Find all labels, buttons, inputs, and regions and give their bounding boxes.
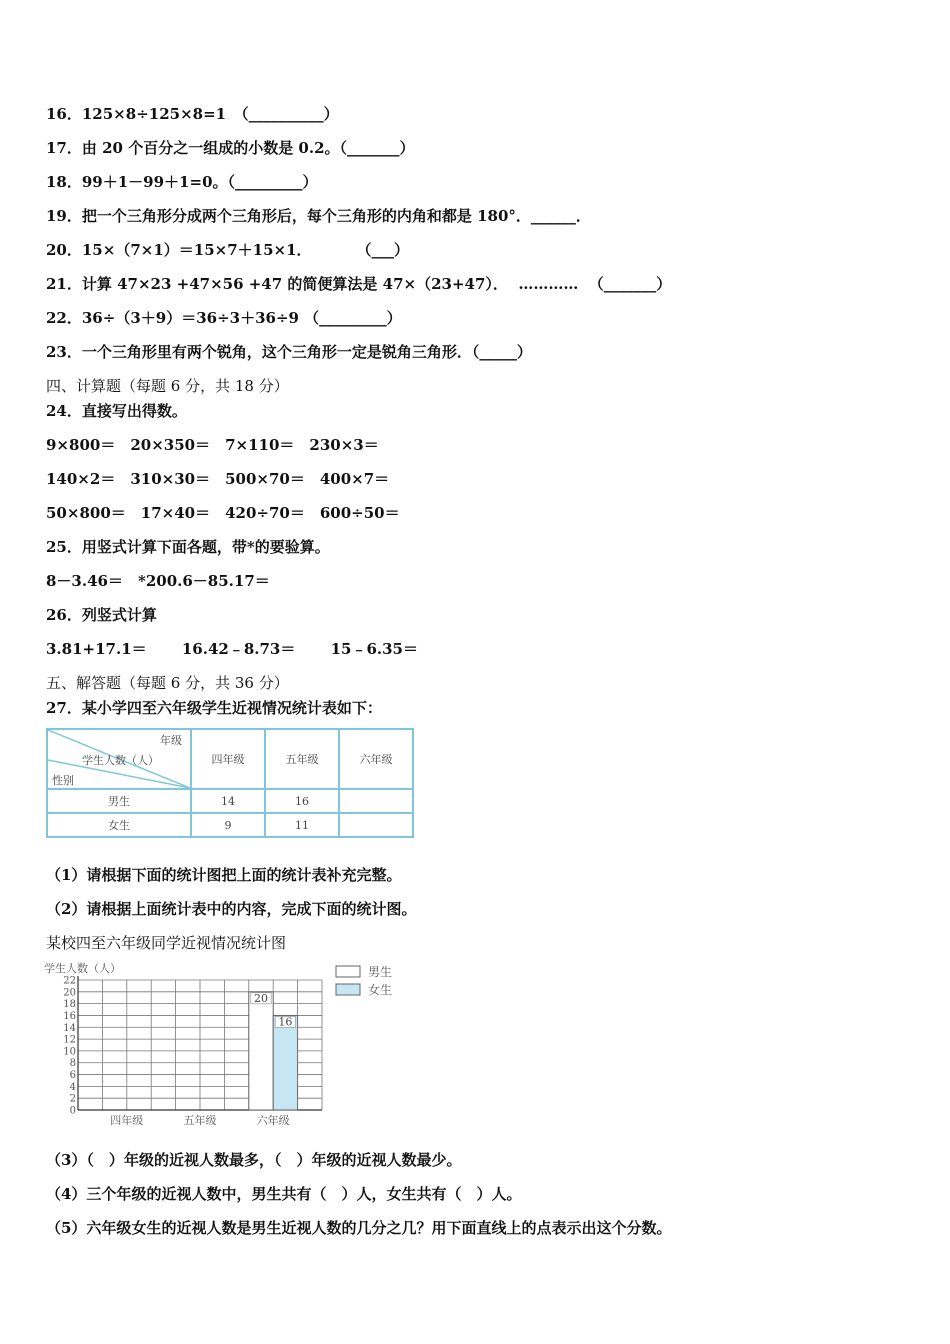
corner-count-label: 学生人数（人） bbox=[82, 754, 159, 767]
question-18: 18．99＋1－99＋1=0。（_________） bbox=[46, 173, 318, 191]
question-27-sub-1: （1）请根据下面的统计图把上面的统计表补充完整。 bbox=[46, 866, 402, 884]
question-24-title: 24．直接写出得数。 bbox=[46, 402, 187, 420]
legend-label: 女生 bbox=[368, 983, 393, 997]
row-label: 女生 bbox=[47, 813, 191, 837]
x-tick-label: 六年级 bbox=[256, 1114, 290, 1127]
question-25-row: 8－3.46＝ *200.6－85.17＝ bbox=[46, 572, 270, 590]
question-27-title: 27．某小学四至六年级学生近视情况统计表如下： bbox=[46, 699, 382, 717]
question-24-row-3: 50×800＝ 17×40＝ 420÷70＝ 600÷50＝ bbox=[46, 504, 400, 522]
question-26-row: 3.81+17.1＝ 16.42﹣8.73＝ 15﹣6.35＝ bbox=[46, 640, 418, 658]
legend-swatch-boys bbox=[336, 966, 360, 977]
question-27-sub-3: （3）（ ）年级的近视人数最多，（ ）年级的近视人数最少。 bbox=[46, 1151, 462, 1169]
table-cell: 16 bbox=[265, 789, 339, 813]
y-tick-label: 6 bbox=[69, 1070, 76, 1082]
bar-girls bbox=[273, 1015, 297, 1110]
y-axis-label: 学生人数（人） bbox=[44, 962, 121, 975]
header-grade-6: 六年级 bbox=[339, 729, 413, 789]
myopia-bar-chart bbox=[40, 958, 420, 1130]
question-26-title: 26．列竖式计算 bbox=[46, 606, 157, 624]
x-tick-label: 五年级 bbox=[183, 1114, 217, 1127]
table-row-girls bbox=[47, 813, 413, 837]
y-tick-label: 14 bbox=[63, 1022, 76, 1034]
question-27-sub-5: （5）六年级女生的近视人数是男生近视人数的几分之几？用下面直线上的点表示出这个分数。 bbox=[46, 1219, 672, 1237]
data-label: 16 bbox=[278, 1015, 293, 1029]
question-19: 19．把一个三角形分成两个三角形后，每个三角形的内角和都是 180°．______． bbox=[46, 207, 591, 225]
question-24-row-2: 140×2＝ 310×30＝ 500×70＝ 400×7＝ bbox=[46, 470, 390, 488]
question-17: 17．由 20 个百分之一组成的小数是 0.2。（_______） bbox=[46, 139, 415, 157]
question-27-sub-2: （2）请根据上面统计表中的内容，完成下面的统计图。 bbox=[46, 900, 417, 918]
y-tick-label: 0 bbox=[69, 1105, 76, 1117]
table-cell: 11 bbox=[265, 813, 339, 837]
y-tick-label: 20 bbox=[63, 987, 76, 999]
corner-gender-label: 性别 bbox=[52, 774, 74, 787]
data-label: 20 bbox=[254, 991, 268, 1005]
question-23: 23．一个三角形里有两个锐角，这个三角形一定是锐角三角形．（_____） bbox=[46, 343, 532, 361]
question-21: 21．计算 47×23 +47×56 +47 的简便算法是 47×（23+47）． ………… （_______） bbox=[46, 275, 672, 293]
myopia-stat-table bbox=[46, 728, 414, 838]
table-cell-empty bbox=[339, 813, 413, 837]
bar-boys bbox=[249, 992, 273, 1110]
question-20: 20．15×（7×1）＝15×7＋15×1． （___） bbox=[46, 241, 410, 259]
y-tick-label: 2 bbox=[69, 1093, 76, 1105]
chart-caption: 某校四至六年级同学近视情况统计图 bbox=[46, 934, 287, 952]
y-tick-label: 16 bbox=[63, 1010, 76, 1022]
question-24-row-1: 9×800＝ 20×350＝ 7×110＝ 230×3＝ bbox=[46, 436, 379, 454]
x-tick-label: 四年级 bbox=[110, 1114, 144, 1127]
y-tick-label: 10 bbox=[63, 1046, 76, 1058]
table-corner-cell bbox=[47, 729, 191, 789]
row-label: 男生 bbox=[47, 789, 191, 813]
table-cell: 14 bbox=[191, 789, 265, 813]
question-16: 16．125×8÷125×8=1 （__________） bbox=[46, 105, 339, 123]
legend-label: 男生 bbox=[368, 965, 393, 979]
y-tick-label: 8 bbox=[69, 1058, 76, 1070]
y-tick-label: 18 bbox=[63, 999, 76, 1011]
y-tick-label: 22 bbox=[63, 975, 76, 987]
table-cell-empty bbox=[339, 789, 413, 813]
question-25-title: 25．用竖式计算下面各题，带*的要验算。 bbox=[46, 538, 330, 556]
legend-swatch-girls bbox=[336, 984, 360, 995]
y-tick-label: 12 bbox=[63, 1034, 76, 1046]
corner-grade-label: 年级 bbox=[160, 734, 182, 747]
question-27-sub-4: （4）三个年级的近视人数中，男生共有（ ）人，女生共有（ ）人。 bbox=[46, 1185, 522, 1203]
section-4-heading: 四、计算题（每题 6 分，共 18 分） bbox=[46, 377, 289, 395]
table-cell: 9 bbox=[191, 813, 265, 837]
y-tick-label: 4 bbox=[69, 1081, 76, 1093]
table-row-boys bbox=[47, 789, 413, 813]
header-grade-5: 五年级 bbox=[265, 729, 339, 789]
question-22: 22．36÷（3＋9）＝36÷3＋36÷9 （_________） bbox=[46, 309, 402, 327]
section-5-heading: 五、解答题（每题 6 分，共 36 分） bbox=[46, 674, 289, 692]
header-grade-4: 四年级 bbox=[191, 729, 265, 789]
